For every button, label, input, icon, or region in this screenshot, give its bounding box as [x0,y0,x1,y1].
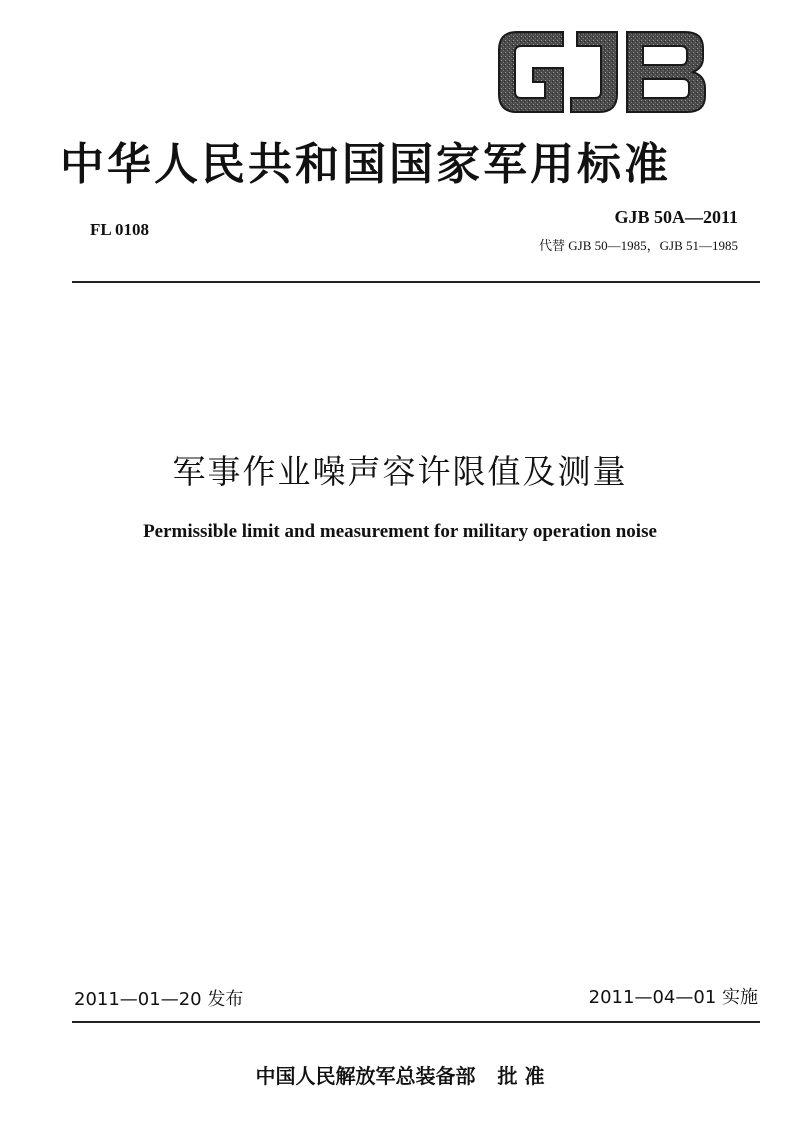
document-title-english: Permissible limit and measurement for military operation noise [143,521,657,542]
gjb-logo [493,28,711,116]
approval-line [0,1060,800,1089]
implementation-date: 2011—04—01 实施 [588,987,758,1008]
approver-name: 中国人民解放军总装备部 [255,1064,476,1088]
standard-category-title: 中华人民共和国国家军用标准 [60,139,671,190]
issue-date: 2011—01—20 发布 [74,989,244,1010]
classification-code: FL 0108 [90,220,150,239]
bottom-divider [72,1021,760,1023]
standard-number: GJB 50A—2011 [614,207,738,227]
replaces-note: 代替 GJB 50—1985，GJB 51—1985 [539,238,738,253]
approval-word: 批 准 [497,1064,545,1088]
document-title-chinese: 军事作业噪声容许限值及测量 [172,452,628,491]
top-divider [72,281,760,283]
